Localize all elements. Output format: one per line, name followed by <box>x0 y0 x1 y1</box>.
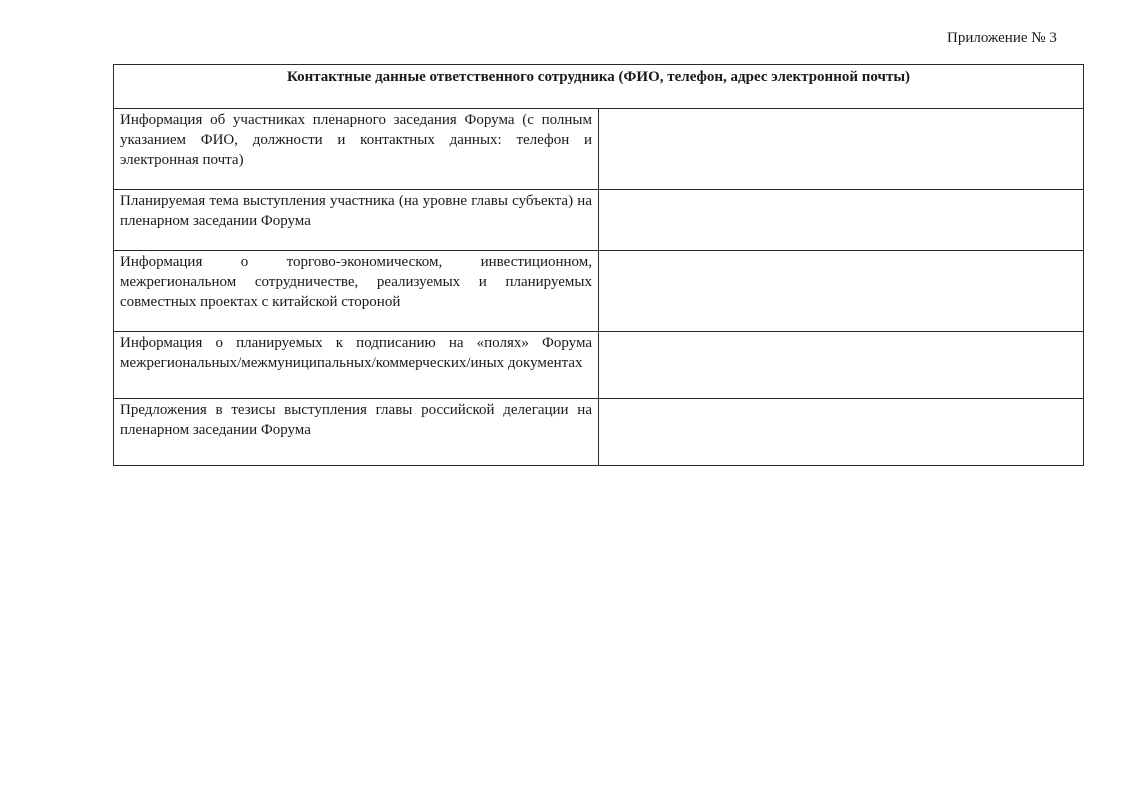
table-header: Контактные данные ответственного сотрудника (ФИО, телефон, адрес электронной почты) <box>114 65 1084 109</box>
row-value-field[interactable] <box>599 332 1084 399</box>
row-value-field[interactable] <box>599 109 1084 190</box>
row-value-field[interactable] <box>599 399 1084 466</box>
table-row <box>114 109 1084 190</box>
row-label-cell <box>114 399 599 466</box>
table-row <box>114 332 1084 399</box>
contact-form-table <box>113 64 1084 466</box>
appendix-number: Приложение № 3 <box>947 30 1057 46</box>
table-header-row <box>114 65 1084 109</box>
row-value-field[interactable] <box>599 190 1084 251</box>
row-label: Информация об участниках пленарного заседания Форума (с полным указанием ФИО, должности и контактных данных: телефон и электронная почта) <box>120 112 592 168</box>
row-value-field[interactable] <box>599 251 1084 332</box>
row-label-cell <box>114 109 599 190</box>
table-row <box>114 190 1084 251</box>
row-label-cell <box>114 332 599 399</box>
row-label: Планируемая тема выступления участника (на уровне главы субъекта) на пленарном заседании Форума <box>120 193 592 229</box>
table-row <box>114 251 1084 332</box>
row-label-cell <box>114 251 599 332</box>
row-label-cell <box>114 190 599 251</box>
table-row <box>114 399 1084 466</box>
row-label: Информация о торгово-экономическом, инвестиционном, межрегиональном сотрудничестве, реализуемых и планируемых совместных проектах с китайской стороной <box>120 254 592 310</box>
row-label: Предложения в тезисы выступления главы российской делегации на пленарном заседании Форума <box>120 402 592 438</box>
row-label: Информация о планируемых к подписанию на «полях» Форума межрегиональных/межмуниципальных/коммерческих/иных документах <box>120 335 592 371</box>
